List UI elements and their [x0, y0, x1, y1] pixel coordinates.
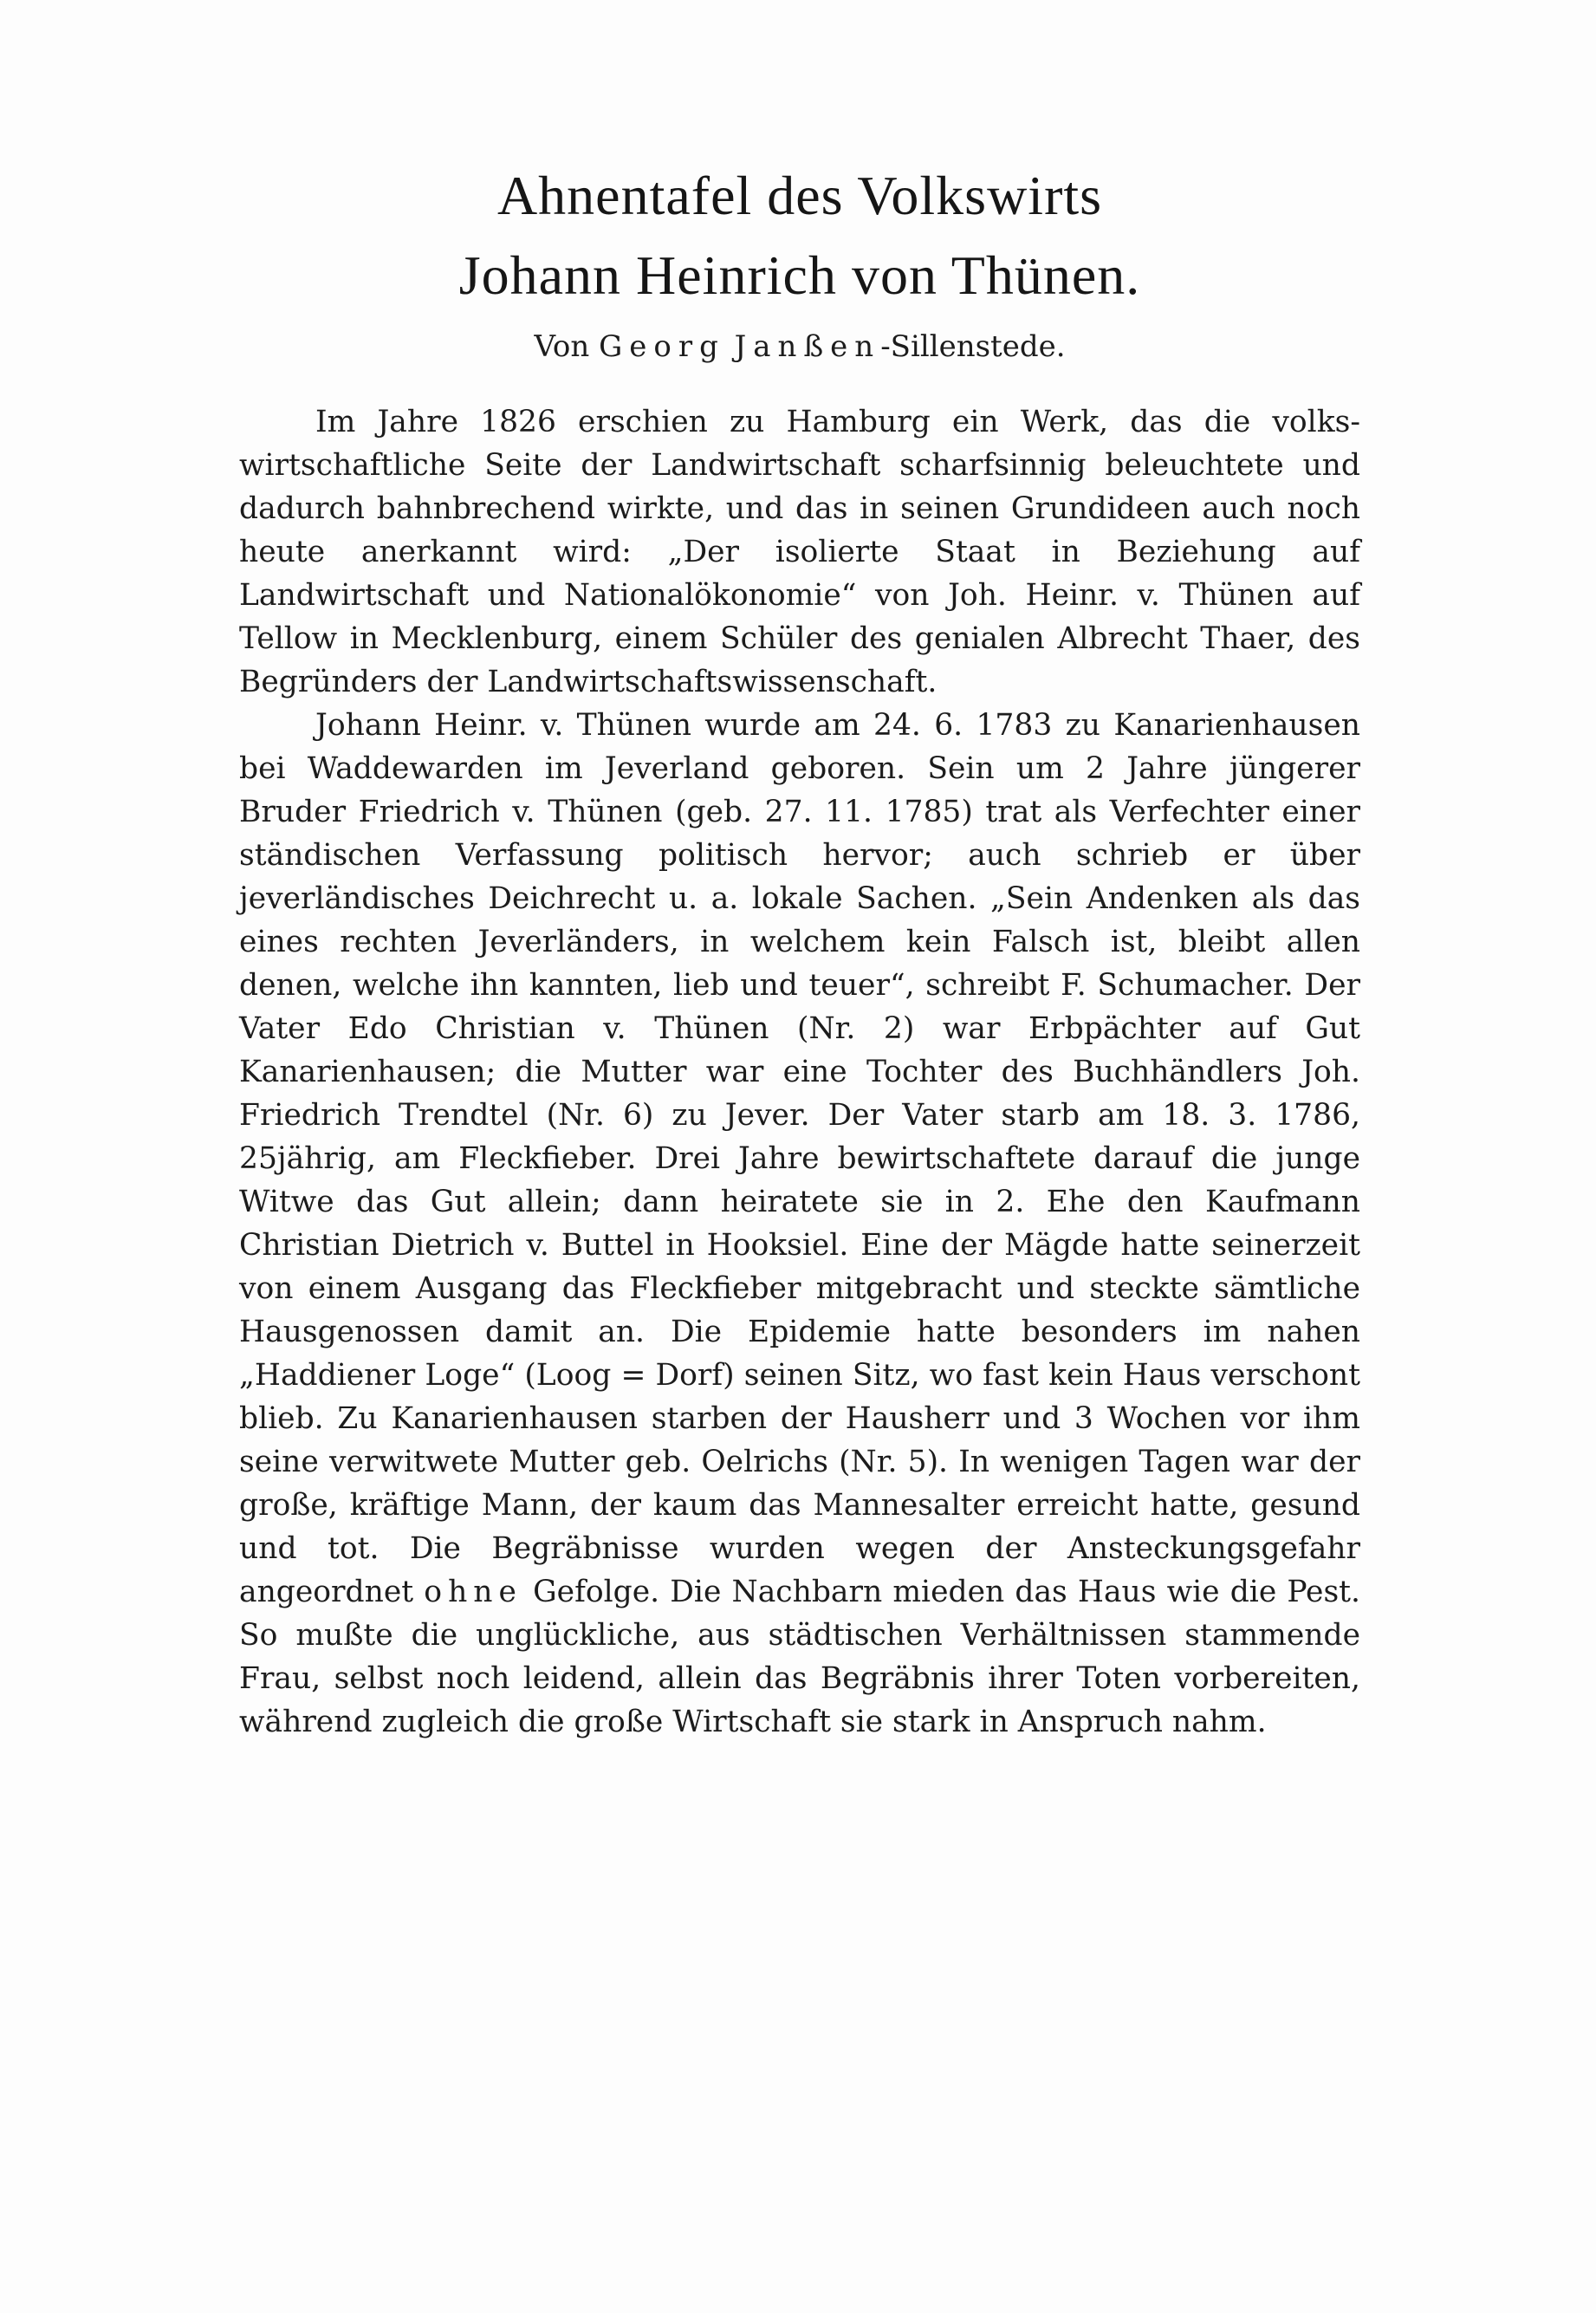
emphasized-word: ohne — [424, 1575, 522, 1609]
byline — [239, 328, 1360, 366]
paragraph-2-part-2: Gefolge. Die Nachbarn mieden das Haus wie die Pest. So mußte die unglückliche, aus städtischen Verhältnissen stammende Frau, selbst noch leidend, allein das Begräbnis ihrer Toten vorbereiten, während zugleich die große Wirtschaft sie stark in Anspruch nahm. — [239, 1575, 1361, 1739]
author-first-name: Georg — [599, 329, 725, 364]
title-line-2: Johann Heinrich von Thünen. — [458, 244, 1141, 306]
article-title — [239, 156, 1360, 315]
byline-suffix: -Sillenstede. — [880, 329, 1066, 364]
byline-prefix: Von — [534, 329, 590, 364]
paragraph-2-part-1: Johann Heinr. v. Thünen wurde am 24. 6. 1783 zu Kanarienhausen bei Waddewarden im Jeverland geboren. Sein um 2 Jahre jüngerer Bruder Friedrich v. Thünen (geb. 27. 11. 1785) trat als Verfechter einer ständischen Verfassung politisch hervor; auch schrieb er über jeverländisches Deichrecht u. a. lokale Sachen. „Sein Andenken als das eines rechten Jeverländers, in welchem kein Falsch ist, bleibt allen denen, welche ihn kannten, lieb und teuer“, schreibt F. Schumacher. Der Vater Edo Christian v. Thünen (Nr. 2) war Erbpächter auf Gut Kanarienhausen; die Mutter war eine Tochter des Buchhändlers Joh. Friedrich Trendtel (Nr. 6) zu Jever. Der Vater starb am 18. 3. 1786, 25jährig, am Fleckfieber. Drei Jahre bewirtschaftete darauf die junge Witwe das Gut allein; dann heiratete sie in 2. Ehe den Kaufmann Christian Dietrich v. Buttel in Hooksiel. Eine der Mägde hatte seinerzeit von einem Ausgang das Fleckfieber mitgebracht und steckte sämtliche Hausgenossen damit an. Die Epidemie hatte besonders im nahen „Haddiener Loge“ (Loog = Dorf) seinen Sitz, wo fast kein Haus verschont blieb. Zu Kanarienhausen starben der Hausherr und 3 Wochen vor ihm seine verwitwete Mutter geb. Oelrichs (Nr. 5). In wenigen Tagen war der große, kräftige Mann, der kaum das Mannesalter erreicht hatte, gesund und tot. Die Begräbnisse wurden wegen der Ansteckungsgefahr angeordnet — [239, 708, 1360, 1609]
paragraph-2 — [239, 704, 1360, 1744]
title-line-1: Ahnentafel des Volkswirts — [496, 165, 1103, 226]
author-last-name: Janßen — [734, 329, 881, 364]
paragraph-1: Im Jahre 1826 erschien zu Hamburg ein Werk, das die volkswirtschaftliche Seite der Landwirtschaft scharfsinnig beleuchtete und dadurch bahnbrechend wirkte, und das in seinen Grundideen auch noch heute anerkannt wird: „Der isolierte Staat in Beziehung auf Landwirtschaft und Nationalökonomie“ von Joh. Heinr. v. Thünen auf Tellow in Mecklenburg, einem Schüler des genialen Albrecht Thaer, des Begründers der Landwirtschaftswissenschaft. — [239, 405, 1360, 699]
article — [239, 156, 1360, 1744]
